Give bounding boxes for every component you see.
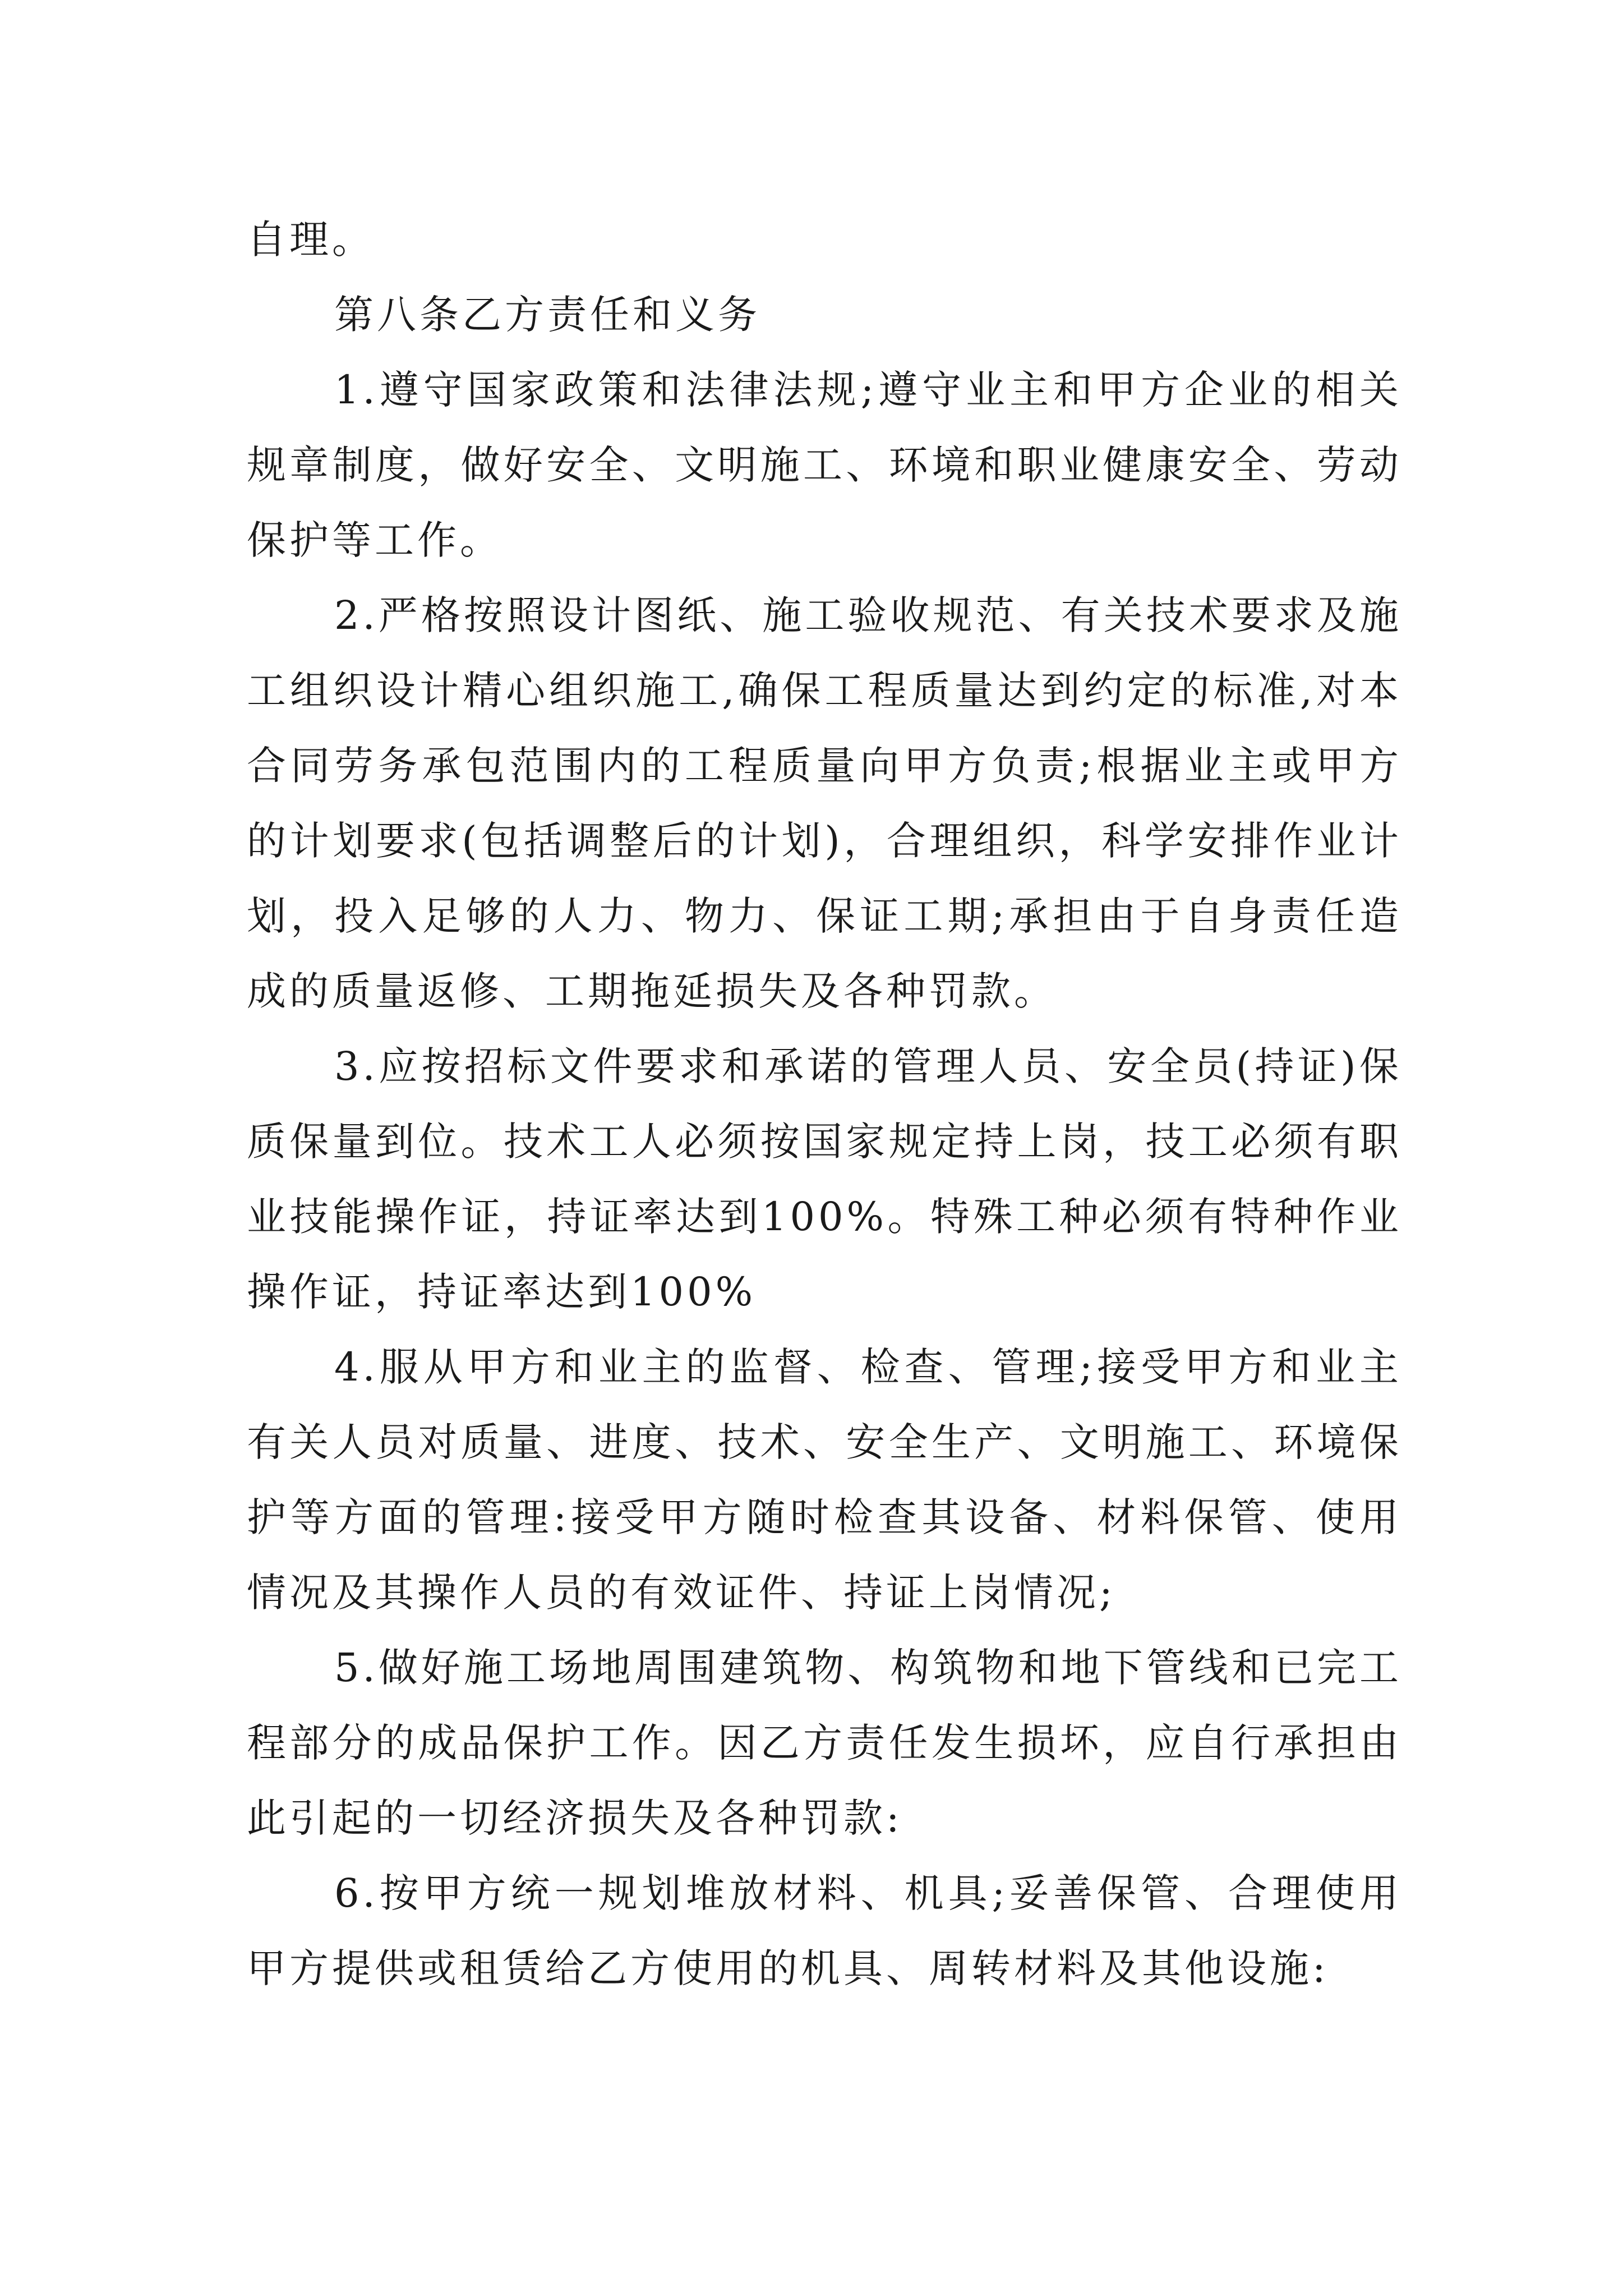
paragraph-item-4: 4.服从甲方和业主的监督、检查、管理;接受甲方和业主有关人员对质量、进度、技术、安全生产、文明施工、环境保护等方面的管理:接受甲方随时检查其设备、材料保管、使用情况及其操作人员的有效证件、持证上岗情况; xyxy=(247,1344,1402,1616)
paragraph-item-5: 5.做好施工场地周围建筑物、构筑物和地下管线和已完工程部分的成品保护工作。因乙方责任发生损坏，应自行承担由此引起的一切经济损失及各种罚款: xyxy=(247,1645,1402,1841)
paragraph-item-1: 1.遵守国家政策和法律法规;遵守业主和甲方企业的相关规章制度，做好安全、文明施工、环境和职业健康安全、劳动保护等工作。 xyxy=(247,367,1402,563)
paragraph-item-6: 6.按甲方统一规划堆放材料、机具;妥善保管、合理使用甲方提供或租赁给乙方使用的机具、周转材料及其他设施: xyxy=(247,1870,1402,1991)
paragraph-item-3: 3.应按招标文件要求和承诺的管理人员、安全员(持证)保质保量到位。技术工人必须按国家规定持上岗，技工必须有职业技能操作证，持证率达到100%。特殊工种必须有特种作业操作证，持证率达到100% xyxy=(247,1043,1402,1315)
paragraph-continuation: 自理。 xyxy=(247,217,375,263)
paragraph-item-2: 2.严格按照设计图纸、施工验收规范、有关技术要求及施工组织设计精心组织施工,确保工程质量达到约定的标准,对本合同劳务承包范围内的工程质量向甲方负责;根据业主或甲方的计划要求(包括调整后的计划)，合理组织，科学安排作业计划，投入足够的人力、物力、保证工期;承担由于自身责任造成的质量返修、工期拖延损失及各种罚款。 xyxy=(247,592,1402,1014)
document-body xyxy=(247,202,1402,2006)
article-heading: 第八条乙方责任和义务 xyxy=(334,292,760,338)
